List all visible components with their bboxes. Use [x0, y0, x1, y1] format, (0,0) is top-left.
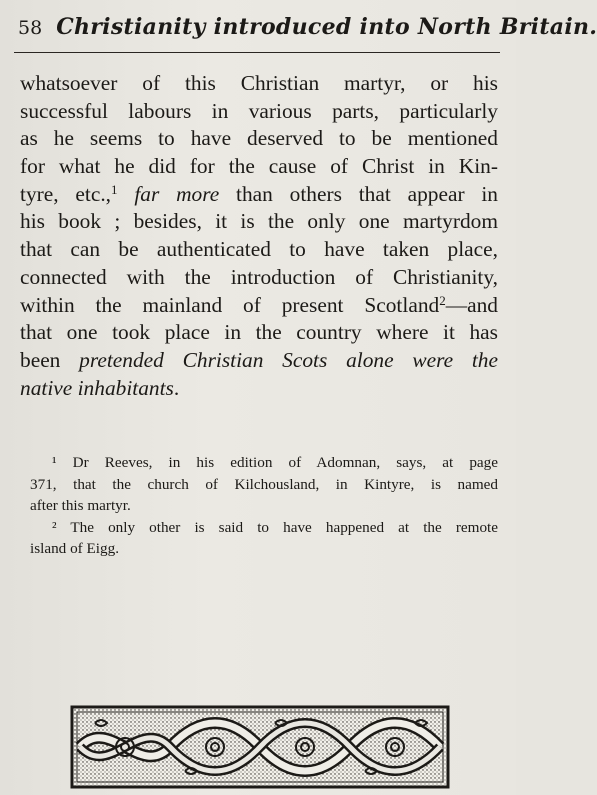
body-text-run: tyre, etc.,	[20, 181, 112, 206]
footnote-2-line: ² The only other is said to have happened at the remote	[52, 518, 498, 536]
body-line: that can be authenticated to have taken place,	[20, 237, 498, 262]
body-text-run: than others that appear in	[219, 181, 498, 206]
header-rule	[14, 52, 500, 53]
body-line	[20, 375, 498, 403]
footnote-1-line: 371, that the church of Kilchousland, in Kintyre, is named	[30, 475, 498, 493]
footnote-1-line: ¹ Dr Reeves, in his edition of Adomnan, says, at page	[52, 454, 498, 471]
running-head	[18, 14, 597, 50]
body-line	[20, 347, 498, 375]
body-line: as he seems to have deserved to be mentioned	[20, 126, 498, 151]
italic-emphasis: pretended Christian Scots alone were the	[79, 347, 498, 372]
page-number: 58	[18, 17, 43, 39]
body-line	[20, 181, 498, 209]
body-text-run: been	[20, 347, 80, 372]
interlace-scroll-tailpiece-icon	[70, 705, 450, 789]
body-text-run: within the mainland of present Scotland	[20, 292, 440, 317]
body-line: his book ; besides, it is the only one martyrdom	[20, 209, 498, 234]
body-line: for what he did for the cause of Christ in Kin-	[20, 154, 498, 179]
footnotes	[30, 452, 498, 560]
body-text-run: .	[173, 375, 180, 400]
italic-emphasis: native inhabitants	[20, 375, 174, 400]
footnote-2-line: island of Eigg.	[30, 540, 120, 557]
body-line: whatsoever of this Christian martyr, or his	[20, 71, 498, 95]
body-line: connected with the introduction of Christianity,	[20, 264, 498, 289]
footnote-ref-2: 2	[439, 292, 446, 308]
body-line: successful labours in various parts, particularly	[20, 98, 498, 123]
body-text	[20, 70, 498, 402]
running-title: Christianity introduced into North Britain.	[56, 14, 597, 40]
body-line: that one took place in the country where it has	[20, 320, 498, 345]
body-line	[20, 292, 498, 320]
footnote-ref-1: 1	[111, 181, 118, 197]
body-text-run: —and	[445, 292, 498, 317]
footnote-1-line: after this martyr.	[30, 497, 131, 514]
italic-emphasis: far more	[134, 181, 220, 206]
